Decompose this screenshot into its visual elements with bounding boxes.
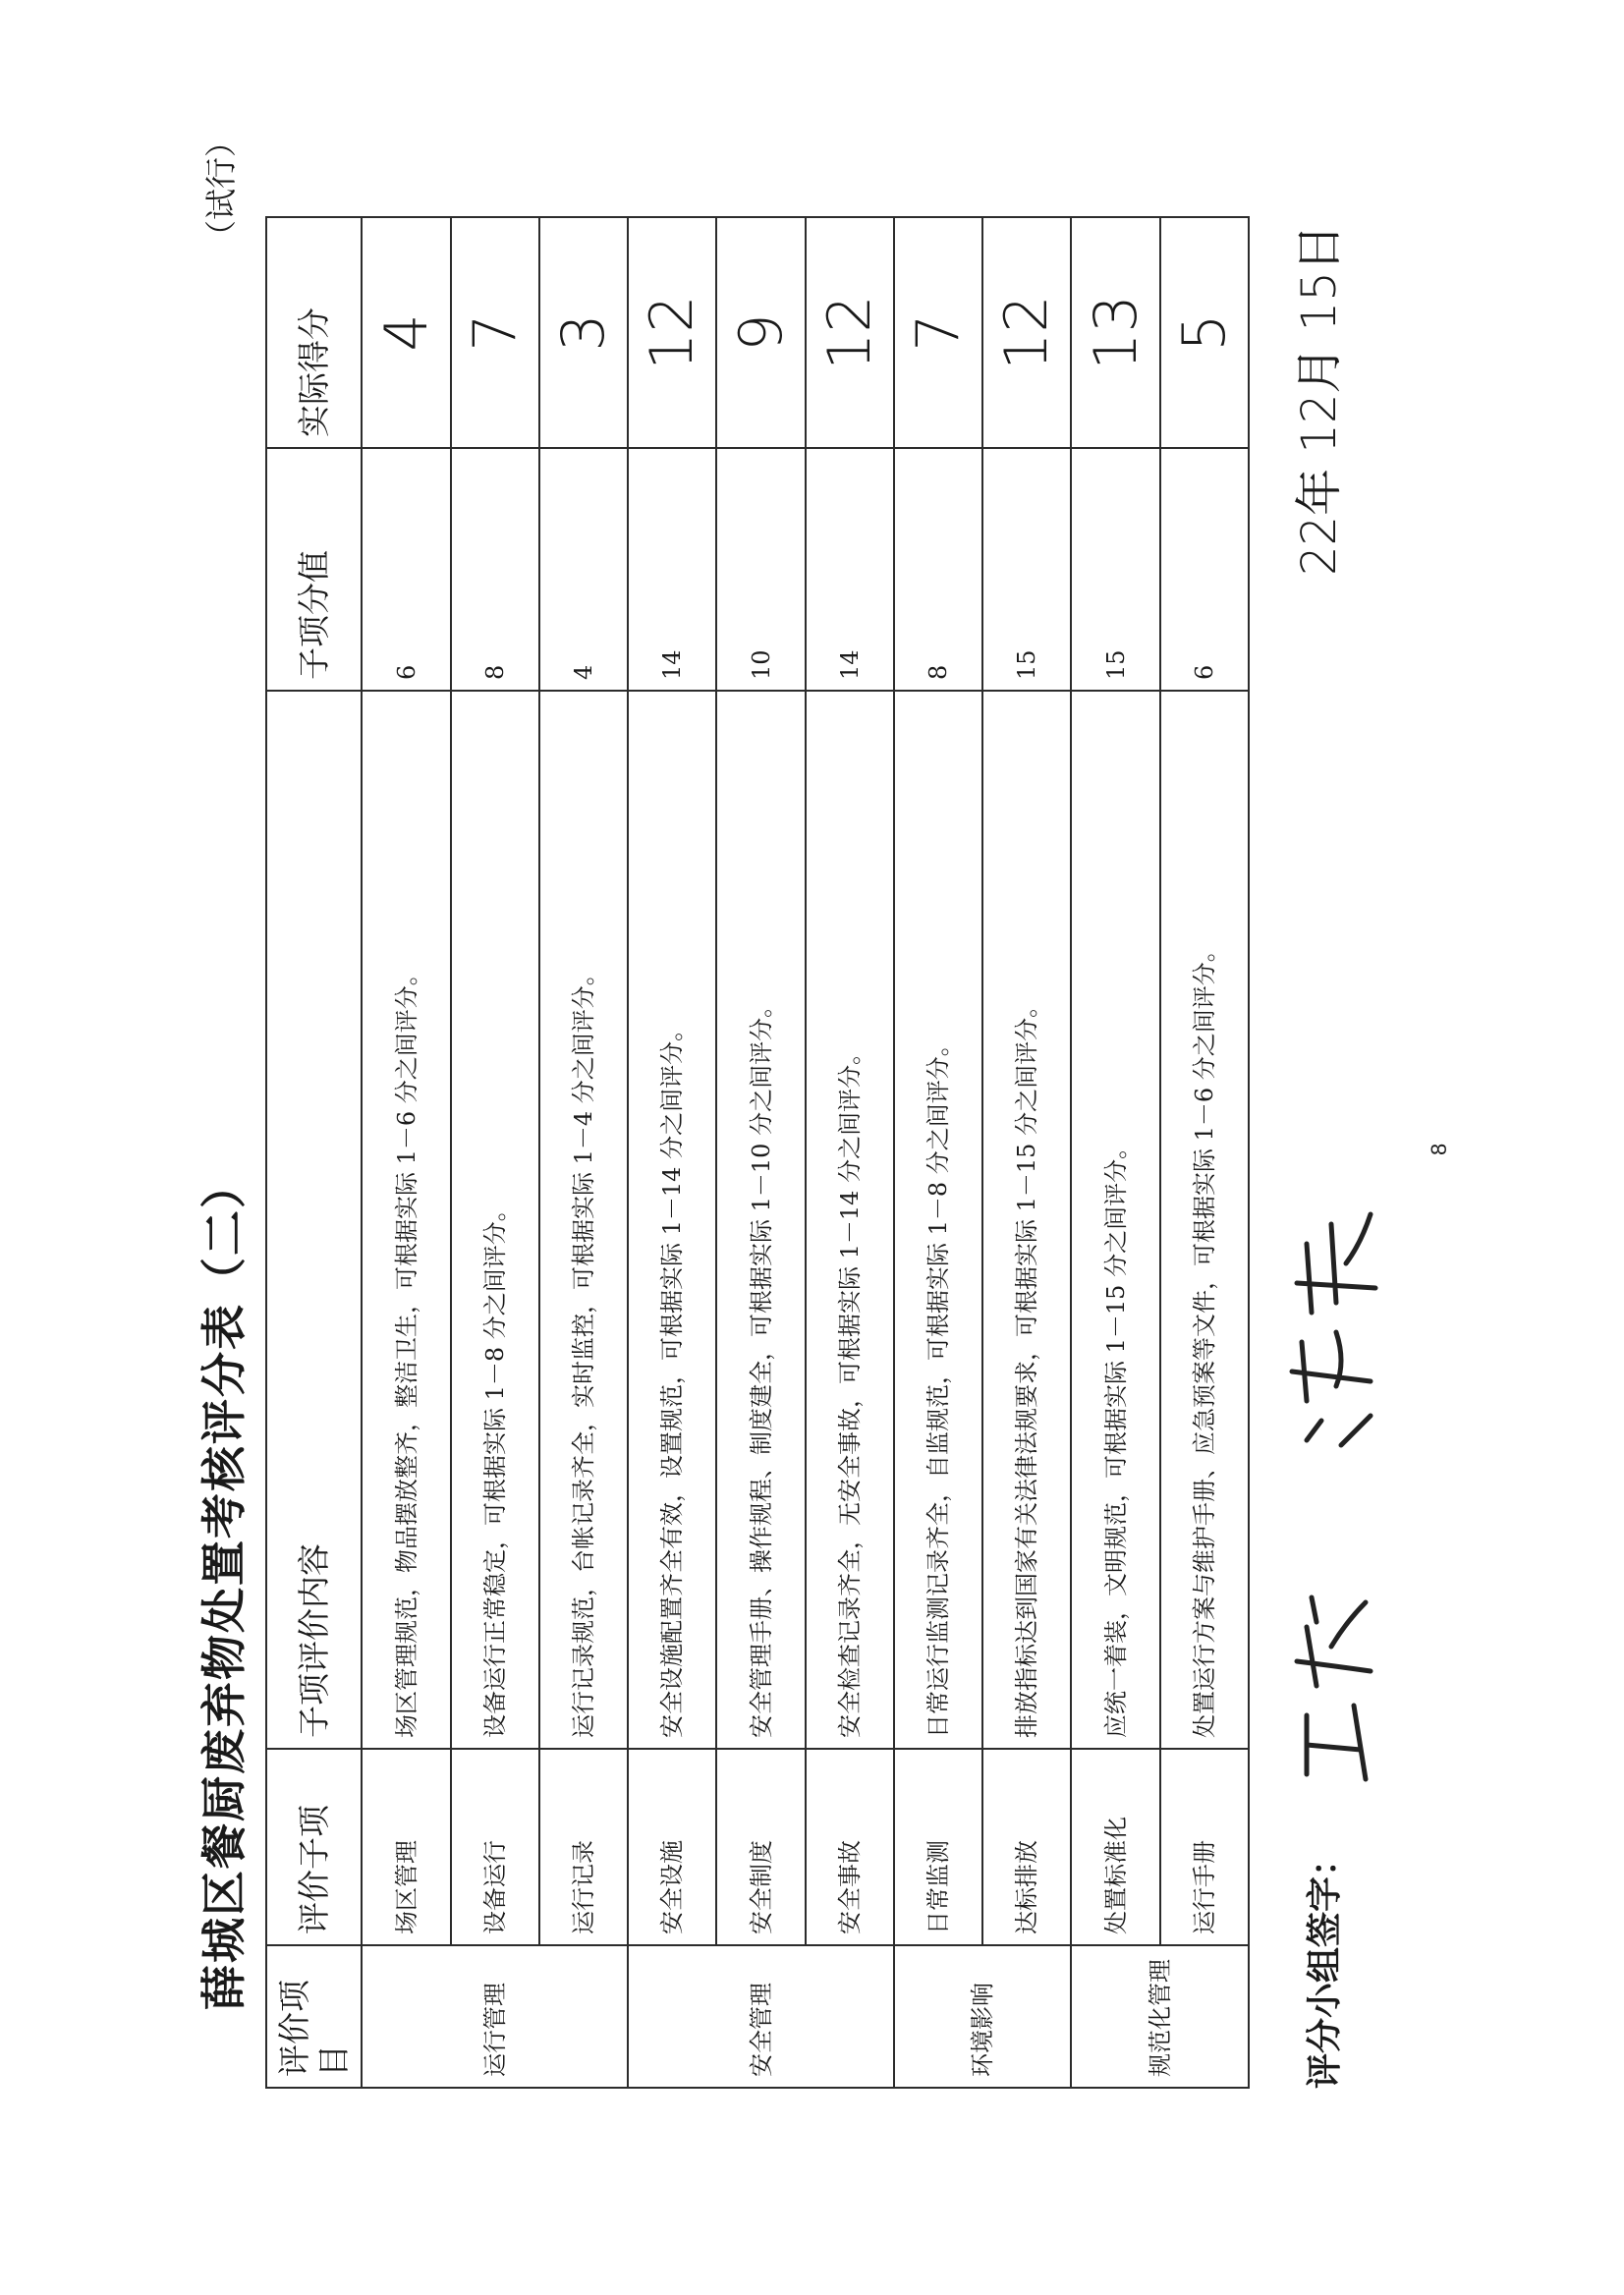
table-row bbox=[1071, 217, 1159, 2088]
score-cell bbox=[628, 217, 716, 448]
content-cell: 安全管理手册、操作规程、制度建全，可根据实际 1－10 分之间评分。 bbox=[716, 691, 805, 1749]
page-number: 8 bbox=[1427, 1143, 1451, 1155]
score-cell bbox=[806, 217, 894, 448]
subitem-cell: 运行手册 bbox=[1160, 1749, 1249, 1945]
subitem-cell: 日常监测 bbox=[894, 1749, 982, 1945]
signature-row bbox=[1277, 222, 1395, 2089]
header-subitem: 评价子项 bbox=[266, 1749, 362, 1945]
value-cell: 14 bbox=[806, 448, 894, 691]
score-table bbox=[265, 216, 1250, 2089]
handwritten-score: 5 bbox=[1169, 313, 1239, 352]
table-row bbox=[539, 217, 628, 2088]
score-cell bbox=[982, 217, 1071, 448]
table-row bbox=[628, 217, 716, 2088]
project-cell: 环境影响 bbox=[894, 1945, 1072, 2088]
handwritten-score: 9 bbox=[726, 313, 796, 352]
subitem-cell: 场区管理 bbox=[362, 1749, 450, 1945]
handwritten-score: 4 bbox=[371, 313, 441, 352]
signature-stroke bbox=[1297, 1597, 1371, 1686]
table-row bbox=[1160, 217, 1249, 2088]
header-content: 子项评价内容 bbox=[266, 691, 362, 1749]
content-cell: 排放指标达到国家有关法律法规要求，可根据实际 1－15 分之间评分。 bbox=[982, 691, 1071, 1749]
content-cell: 运行记录规范，台帐记录齐全，实时监控，可根据实际 1－4 分之间评分。 bbox=[539, 691, 628, 1749]
table-row bbox=[894, 217, 982, 2088]
handwritten-signature bbox=[1277, 1185, 1385, 1794]
handwritten-score: 12 bbox=[992, 295, 1062, 370]
table-row bbox=[982, 217, 1071, 2088]
table-header-row bbox=[266, 217, 362, 2088]
subitem-cell: 运行记录 bbox=[539, 1749, 628, 1945]
content-cell: 日常运行监测记录齐全，自监规范，可根据实际 1－8 分之间评分。 bbox=[894, 691, 982, 1749]
score-cell bbox=[539, 217, 628, 448]
header-score: 实际得分 bbox=[266, 217, 362, 448]
signature-stroke bbox=[1307, 1706, 1366, 1779]
score-cell bbox=[716, 217, 805, 448]
header-project: 评价项目 bbox=[266, 1945, 362, 2088]
content-cell: 应统一着装，文明规范，可根据实际 1－15 分之间评分。 bbox=[1071, 691, 1159, 1749]
signature-label: 评分小组签字： bbox=[1305, 1840, 1345, 2089]
subitem-cell: 安全事故 bbox=[806, 1749, 894, 1945]
table-row bbox=[362, 217, 450, 2088]
score-cell bbox=[1160, 217, 1249, 448]
content-cell: 安全检查记录齐全，无安全事故，可根据实际 1－14 分之间评分。 bbox=[806, 691, 894, 1749]
table-row bbox=[716, 217, 805, 2088]
trial-note: （试行） bbox=[202, 125, 240, 252]
score-cell bbox=[451, 217, 539, 448]
header-value: 子项分值 bbox=[266, 448, 362, 691]
table-row bbox=[806, 217, 894, 2088]
value-cell: 10 bbox=[716, 448, 805, 691]
subitem-cell: 安全设施 bbox=[628, 1749, 716, 1945]
table-row bbox=[451, 217, 539, 2088]
signing-date: 22年 12月 15日 bbox=[1292, 224, 1347, 576]
subitem-cell: 达标排放 bbox=[982, 1749, 1071, 1945]
value-cell: 6 bbox=[1160, 448, 1249, 691]
value-cell: 8 bbox=[894, 448, 982, 691]
handwritten-score: 12 bbox=[814, 295, 884, 370]
value-cell: 4 bbox=[539, 448, 628, 691]
score-cell bbox=[362, 217, 450, 448]
value-cell: 15 bbox=[982, 448, 1071, 691]
score-cell bbox=[1071, 217, 1159, 448]
handwritten-score: 13 bbox=[1081, 295, 1150, 370]
value-cell: 6 bbox=[362, 448, 450, 691]
page-title: 薛城区餐厨废弃物处置考核评分表（二） bbox=[197, 1161, 251, 2010]
content-cell: 处置运行方案与维护手册、应急预案等文件，可根据实际 1－6 分之间评分。 bbox=[1160, 691, 1249, 1749]
handwritten-score: 3 bbox=[549, 313, 619, 352]
handwritten-score: 12 bbox=[638, 295, 707, 370]
score-cell bbox=[894, 217, 982, 448]
project-cell: 安全管理 bbox=[628, 1945, 894, 2088]
value-cell: 14 bbox=[628, 448, 716, 691]
content-cell: 场区管理规范，物品摆放整齐，整洁卫生，可根据实际 1－6 分之间评分。 bbox=[362, 691, 450, 1749]
subitem-cell: 安全制度 bbox=[716, 1749, 805, 1945]
signature-stroke bbox=[1292, 1332, 1371, 1445]
signature-stroke bbox=[1297, 1214, 1375, 1313]
subitem-cell: 设备运行 bbox=[451, 1749, 539, 1945]
content-cell: 设备运行正常稳定，可根据实际 1－8 分之间评分。 bbox=[451, 691, 539, 1749]
handwritten-score: 7 bbox=[460, 313, 530, 352]
subitem-cell: 处置标准化 bbox=[1071, 1749, 1159, 1945]
content-cell: 安全设施配置齐全有效，设置规范，可根据实际 1－14 分之间评分。 bbox=[628, 691, 716, 1749]
value-cell: 8 bbox=[451, 448, 539, 691]
project-cell: 运行管理 bbox=[362, 1945, 628, 2088]
project-cell: 规范化管理 bbox=[1071, 1945, 1249, 2088]
handwritten-score: 7 bbox=[904, 313, 974, 352]
value-cell: 15 bbox=[1071, 448, 1159, 691]
